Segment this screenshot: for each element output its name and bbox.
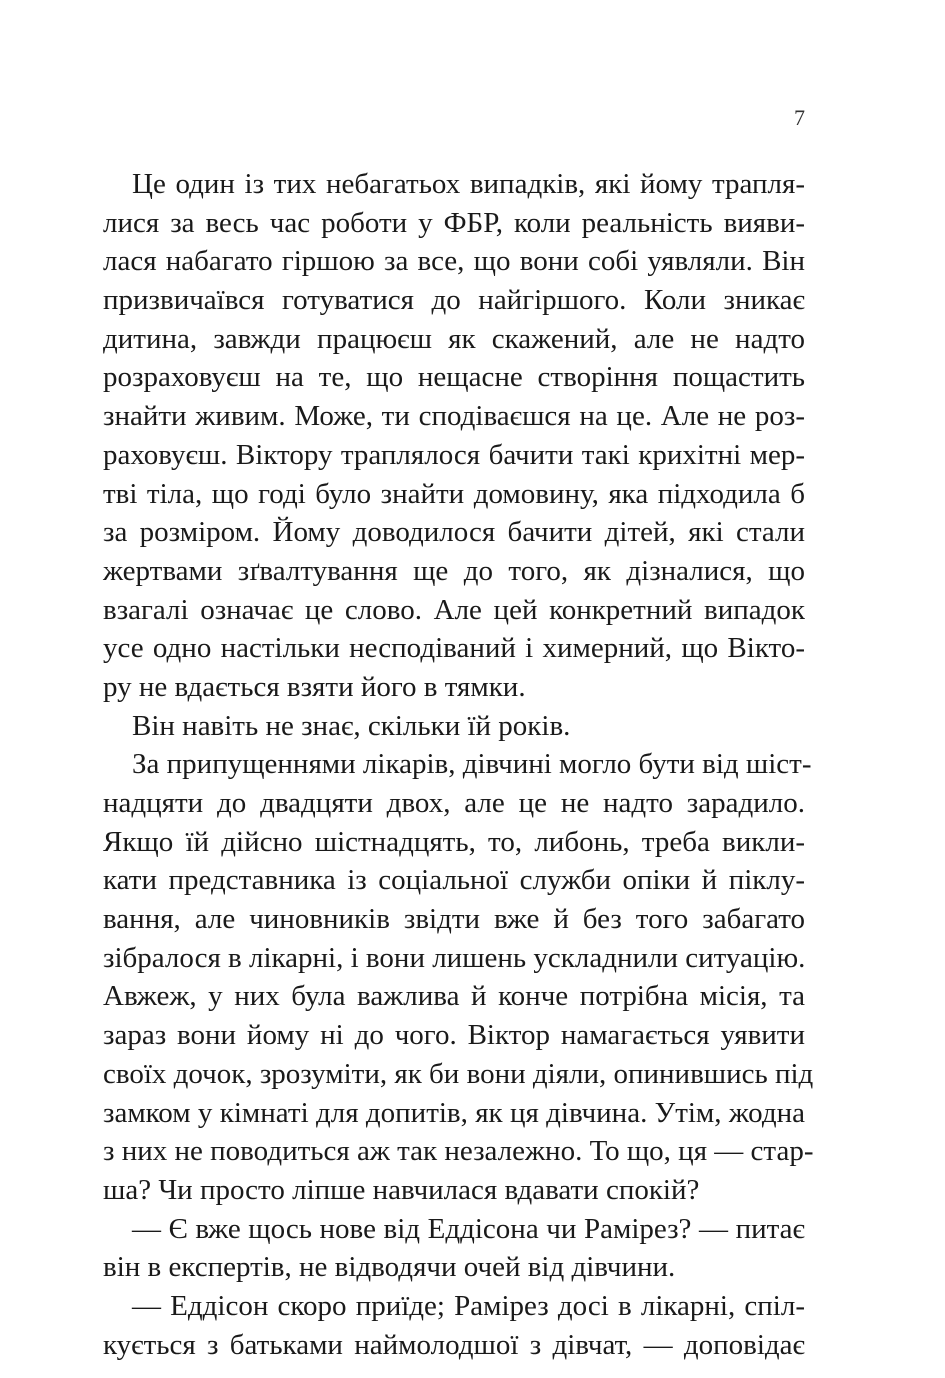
text-line: надцяти до двадцяти двох, але це не надто зарадило. [103,787,805,819]
text-line: знайти живим. Може, ти сподіваєшся на це. Але не роз- [103,400,805,433]
text-line: лися за весь час роботи у ФБР, коли реальність вияви- [103,206,805,239]
text-line: ша? Чи просто ліпше навчилася вдавати спокій? [103,1173,700,1206]
text-line: кується з батьками наймолодшої з дівчат, — доповідає [103,1328,805,1361]
text-line: кати представника із соціальної служби опіки й піклу- [103,864,805,897]
text-line: За припущеннями лікарів, дівчині могло бути від шіст- [132,748,812,781]
text-line: — Еддісон скоро приїде; Рамірез досі в лікарні, спіл- [132,1289,805,1322]
paragraph [103,745,814,1209]
text-line: лася набагато гіршою за все, що вони собі уявляли. Він [103,245,805,278]
page-number: 7 [794,105,805,130]
paragraph [103,165,805,707]
paragraph [103,1287,805,1364]
text-line: своїх дочок, зрозуміти, як би вони діяли, опинившись під [103,1057,814,1090]
text-line: замком у кімнаті для допитів, як ця дівчина. Утім, жодна [103,1096,805,1129]
text-line: Він навіть не знає, скільки їй років. [132,709,571,742]
text-line: розраховуєш на те, що нещасне створіння пощастить [103,361,805,394]
text-line: раховуєш. Віктору траплялося бачити такі крихітні мер- [103,438,805,471]
text-line: усе одно настільки несподіваний і химерний, що Вікто- [103,632,805,665]
text-line: взагалі означає це слово. Але цей конкретний випадок [103,593,805,626]
text-line: дитина, завжди працюєш як скажений, але не надто [103,322,805,355]
text-line: призвичаївся готуватися до найгіршого. Коли зникає [103,284,805,317]
text-line: Це один із тих небагатьох випадків, які йому трапля- [132,168,805,200]
text-line: вання, але чиновників звідти вже й без того забагато [103,903,805,936]
paragraph [103,1210,805,1287]
text-line: Авжеж, у них була важлива й конче потрібна місія, та [103,980,805,1013]
text-line: він в експертів, не відводячи очей від дівчини. [103,1251,676,1284]
text-line: зібралося в лікарні, і вони лишень ускладнили ситуацію. [103,941,806,974]
text-line: — Є вже щось нове від Еддісона чи Рамірез? — питає [132,1212,805,1245]
text-line: ру не вдається взяти його в тямки. [103,670,526,703]
text-line: зараз вони йому ні до чого. Віктор намагається уявити [103,1019,805,1052]
text-line: жертвами зґвалтування ще до того, як дізналися, що [103,554,805,587]
text-line: з них не поводиться аж так незалежно. То що, ця — стар- [103,1135,814,1168]
text-line: тві тіла, що годі було знайти домовину, яка підходила б [103,477,805,510]
text-line: за розміром. Йому доводилося бачити дітей, які стали [103,516,805,549]
paragraph [103,707,805,746]
text-line: Якщо їй дійсно шістнадцять, то, либонь, треба викли- [103,825,805,858]
body-text [103,165,814,1364]
